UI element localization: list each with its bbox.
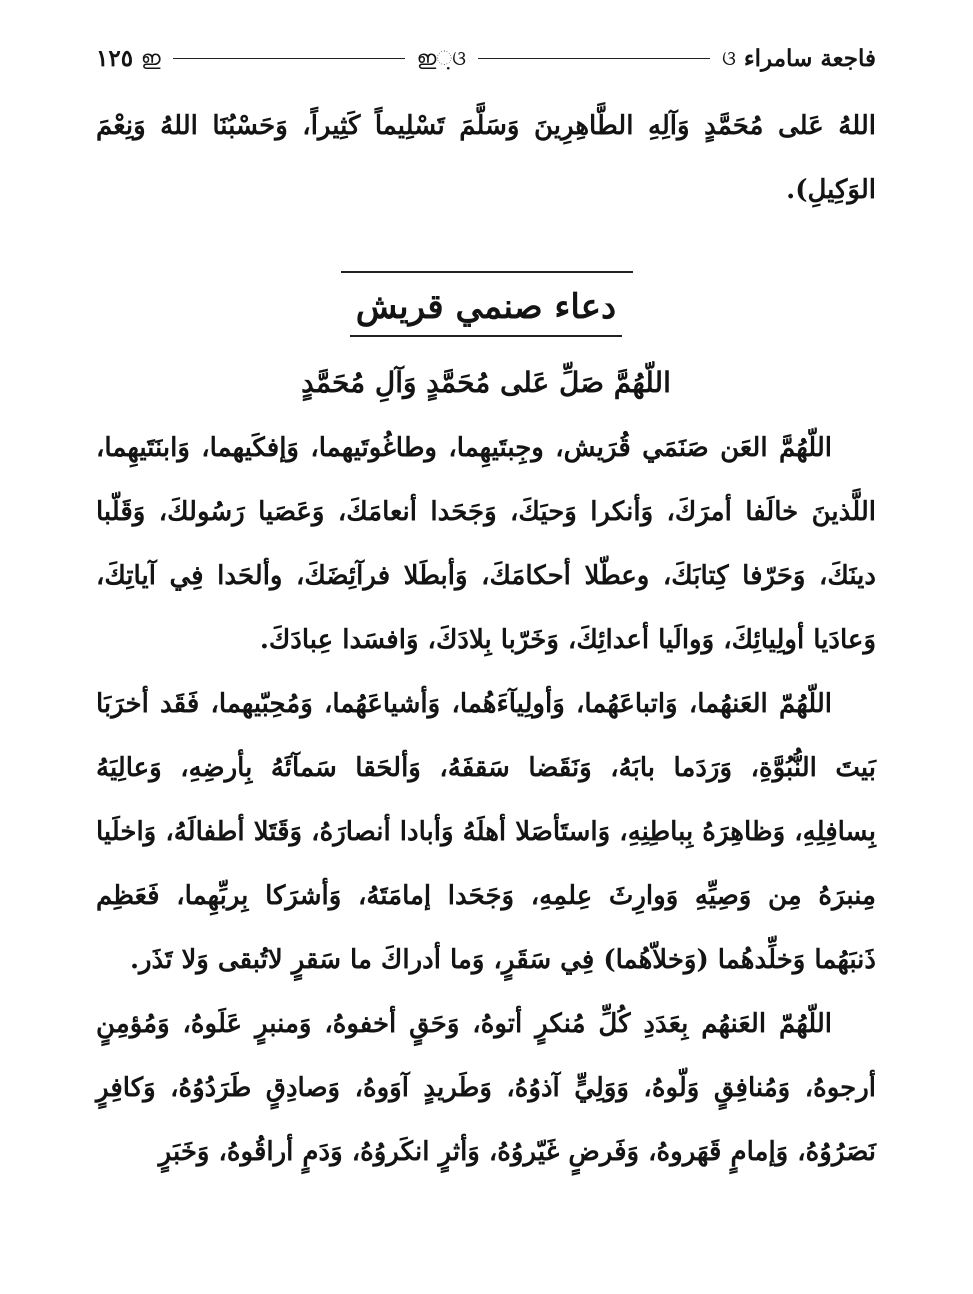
header-ornament-left: ഇ bbox=[141, 46, 161, 70]
page-number: ١٢٥ bbox=[95, 44, 134, 72]
supplication-text bbox=[96, 416, 876, 1184]
header-ornament-right: ଓ bbox=[722, 46, 736, 70]
book-title: فاجعة سامراء bbox=[743, 44, 876, 72]
header-ornament-center: ഇ଼ଓ bbox=[416, 46, 466, 70]
header-rule-right bbox=[478, 58, 710, 59]
paragraph: اللّهُمَّ العَن صَنَمَي قُرَيش، وجِبتَيهِما، وطاغُوتَيهما، وَإفكَيهما، وَابنَتَيهِما، اللَّذينَ خالَفا أمرَكَ، وَأنكرا وَحيَكَ، وَجَحَدا أنعامَكَ، وَعَصَيا رَسُولكَ، وَقَلّبا دينَكَ، وَحَرّفا كِتابَكَ، وعطّلا أحكامَكَ، وَأبطَلا فرآئِضَكَ، وألحَدا فِي آياتِكَ، وَعادَيا أولِيائِكَ، وَوالَيا أعدائِكَ، وَخَرّبا بِلادَكَ، وَافسَدا عِبادَكَ. bbox=[96, 433, 876, 655]
running-header bbox=[96, 40, 876, 76]
paragraph: اللّهُمّ العَنهُما، وَاتباعَهُما، وَأولِيآءَهُما، وَأشياعَهُما، وَمُحِبّيهما، فَقَد أخرَبَا بَيتَ النُّبُوَّةِ، وَرَدَما بابَهُ، وَنَقَضا سَقفَهُ، وَألحَقا سَمآئَهُ بِأرضِهِ، وَعالِيَهُ بِسافِلِهِ، وَظاهِرَهُ بِباطِنِهِ، وَاستَأصَلا أهلَهُ وَأبادا أنصارَهُ، وَقَتَلا أطفالَهُ، وَاخلَيا مِنبرَهُ مِن وَصِيِّهِ وَوارِثَ عِلمِهِ، وَجَحَدا إمامَتَهُ، وَأشرَكا بِربِّهِما، فَعَظِم ذَنبَهُما وَخلِّدهُما (وَخلاّهُما) فِي سَقَرٍ، وَما أدراكَ ما سَقرٍ لاتُبقى وَلا تَذَر. bbox=[96, 689, 876, 975]
section-top-rule bbox=[341, 271, 633, 273]
section-title-wrapper bbox=[96, 283, 876, 337]
salawat-line: اللّهُمَّ صَلِّ عَلى مُحَمَّدٍ وَآلِ مُحَمَّدٍ bbox=[301, 366, 671, 399]
continued-paragraph: اللهُ عَلى مُحَمَّدٍ وَآلِهِ الطَّاهِرِينَ وَسَلَّمَ تَسْلِيماً كَثِيراً، وَحَسْبُنَا اللهُ وَنِعْمَ الوَكِيلِ). bbox=[96, 111, 876, 205]
paragraph: اللّهُمّ العَنهُم بِعَدَدِ كُلِّ مُنكرٍ أتوهُ، وَحَقٍ أخفوهُ، وَمنبرٍ عَلَوهُ، وَمُؤمِنٍ أرجوهُ، وَمُنافِقٍ وَلّوهُ، وَوَلِيٍّ آذوُهُ، وَطَريدٍ آوَوهُ، وَصادِقٍ طَرَدُوُهُ، وَكافِرٍ نَصَرُوُهُ، وَإمامٍ قَهَروهُ، وَفَرضٍ غَيّروُهُ، وَأثرٍ انكَروُهُ، وَدَمٍ أراقُوهُ، وَخَبَرٍ bbox=[96, 1009, 876, 1167]
section-title: دعاء صنمي قريش bbox=[350, 283, 622, 337]
continued-text-block bbox=[96, 94, 876, 222]
header-rule-left bbox=[173, 58, 405, 59]
